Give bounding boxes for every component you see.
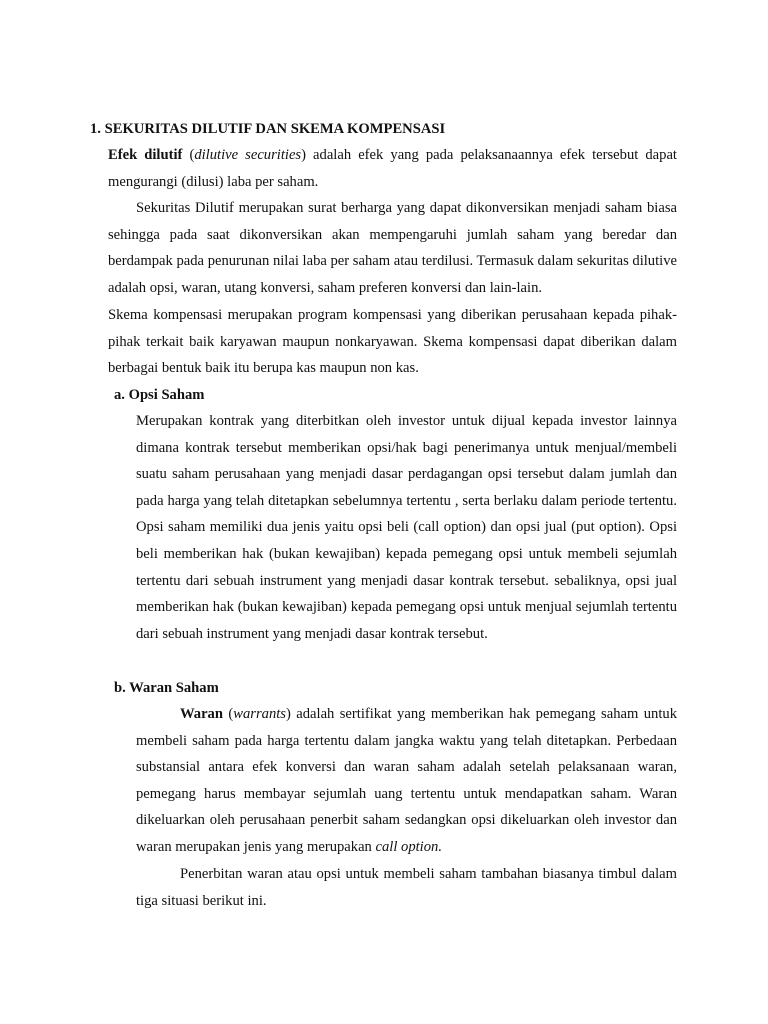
- paren-open: (: [182, 147, 195, 163]
- paragraph-waran-rest: ) adalah sertifikat yang memberikan hak pemegang saham untuk membeli saham pada harga tertentu dalam jangka waktu yang telah ditetapkan. Perbedaan substansial antara efek konversi dan waran saham adalah setelah pelaksanaan waran, pemegang harus membayar sejumlah uang tertentu untuk mendapatkan saham. Waran dikeluarkan oleh perusahaan penerbit saham sedangkan opsi dikeluarkan oleh investor dan waran merupakan jenis yang merupakan: [136, 706, 677, 855]
- paragraph-efek-dilutif-rest: ) adalah efek yang pada pelaksanaannya efek tersebut dapat mengurangi (dilusi) laba per saham.: [108, 147, 677, 190]
- paragraph-skema-kompensasi: Skema kompensasi merupakan program kompensasi yang diberikan perusahaan kepada pihak-pihak terkait baik karyawan maupun nonkaryawan. Skema kompensasi dapat diberikan dalam berbagai bentuk baik itu berupa kas maupun non kas.: [108, 307, 677, 377]
- term-dilutive-securities: dilutive securities: [194, 147, 302, 163]
- subsection-heading-opsi-saham: a. Opsi Saham: [114, 387, 205, 403]
- term-efek-dilutif: Efek dilutif: [108, 147, 183, 163]
- paragraph-penerbitan-waran: Penerbitan waran atau opsi untuk membeli saham tambahan biasanya timbul dalam tiga situasi berikut ini.: [136, 866, 677, 909]
- subsection-heading-waran-saham: b. Waran Saham: [114, 680, 219, 696]
- section-heading: 1. SEKURITAS DILUTIF DAN SKEMA KOMPENSASI: [90, 121, 446, 137]
- term-waran: Waran: [180, 706, 223, 722]
- paragraph-efek-dilutif: [108, 142, 677, 195]
- term-call-option: call option.: [375, 838, 442, 855]
- paren-open: (: [222, 706, 234, 722]
- paragraph-waran: [136, 701, 677, 861]
- paragraph-opsi-saham: Merupakan kontrak yang diterbitkan oleh investor untuk dijual kepada investor lainnya dimana kontrak tersebut memberikan opsi/hak bagi penerimanya untuk menjual/membeli suatu saham perusahaan yang menjadi dasar perdagangan opsi tersebut dalam jumlah dan pada harga yang telah ditetapkan sebelumnya tertentu , serta berlaku dalam periode tertentu. Opsi saham memiliki dua jenis yaitu opsi beli (call option) dan opsi jual (put option). Opsi beli memberikan hak (bukan kewajiban) kepada pemegang opsi untuk membeli sejumlah tertentu dari sebuah instrument yang menjadi dasar kontrak tersebut. sebaliknya, opsi jual memberikan hak (bukan kewajiban) kepada pemegang opsi untuk menjual sejumlah tertentu dari sebuah instrument yang menjadi dasar kontrak tersebut.: [136, 413, 677, 642]
- paragraph-sekuritas-dilutif: Sekuritas Dilutif merupakan surat berharga yang dapat dikonversikan menjadi saham biasa sehingga pada saat dikonversikan akan mempengaruhi jumlah saham yang beredar dan berdampak pada penurunan nilai laba per saham atau terdilusi. Termasuk dalam sekuritas dilutive adalah opsi, waran, utang konversi, saham preferen konversi dan lain-lain.: [108, 200, 677, 296]
- term-warrants: warrants: [233, 706, 286, 722]
